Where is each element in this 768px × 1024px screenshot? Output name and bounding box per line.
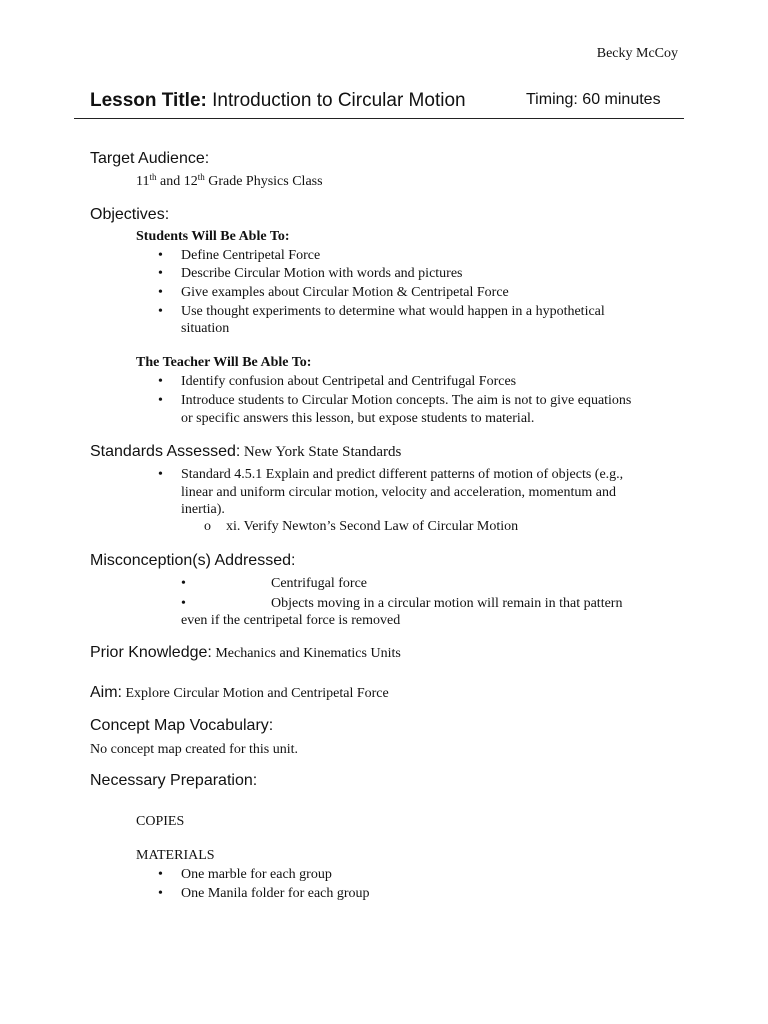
list-item: Identify confusion about Centripetal and Centrifugal Forces — [181, 374, 517, 389]
list-item: Objects moving in a circular motion will remain in that pattern — [271, 596, 623, 611]
objectives-heading: Objectives: — [90, 206, 170, 223]
concept-map-value: No concept map created for this unit. — [90, 742, 298, 757]
bullet: • — [158, 304, 163, 319]
grade-12: and 12 — [156, 174, 198, 189]
misconceptions-heading: Misconception(s) Addressed: — [90, 552, 296, 569]
list-item: One Manila folder for each group — [181, 886, 370, 901]
bullet: • — [158, 867, 163, 882]
list-item: One marble for each group — [181, 867, 332, 882]
standards-heading: Standards Assessed: — [90, 443, 241, 460]
aim-heading: Aim: — [90, 684, 122, 701]
list-item-continuation: situation — [181, 321, 230, 336]
bullet: • — [158, 467, 163, 482]
copies-label: COPIES — [136, 814, 185, 829]
lesson-title: Introduction to Circular Motion — [212, 90, 466, 111]
preparation-heading: Necessary Preparation: — [90, 772, 258, 789]
list-item: Centrifugal force — [271, 576, 368, 591]
materials-label: MATERIALS — [136, 848, 215, 863]
bullet: • — [158, 266, 163, 281]
sub-bullet: o — [204, 519, 211, 534]
audience-tail: Grade Physics Class — [204, 174, 323, 189]
list-item: Give examples about Circular Motion & Centripetal Force — [181, 285, 509, 300]
list-item-continuation: even if the centripetal force is removed — [181, 613, 401, 628]
prior-knowledge-heading: Prior Knowledge: — [90, 644, 212, 661]
lesson-title-label: Lesson Title: — [90, 90, 207, 111]
bullet: • — [158, 393, 163, 408]
bullet: • — [181, 596, 186, 611]
header-divider — [74, 118, 684, 119]
sub-list-item: xi. Verify Newton’s Second Law of Circular Motion — [226, 519, 519, 534]
list-item-continuation: or specific answers this lesson, but expose students to material. — [181, 411, 535, 426]
target-audience-value — [136, 173, 323, 190]
bullet: • — [158, 248, 163, 263]
standards-line — [90, 443, 401, 461]
grade-11: 11 — [136, 174, 150, 189]
bullet: • — [181, 576, 186, 591]
prior-knowledge-value: Mechanics and Kinematics Units — [215, 646, 401, 661]
aim-value: Explore Circular Motion and Centripetal Force — [125, 686, 389, 701]
grade-12-sup: th — [197, 172, 205, 182]
lesson-title-line — [90, 90, 466, 112]
concept-map-heading: Concept Map Vocabulary: — [90, 717, 274, 734]
bullet: • — [158, 285, 163, 300]
students-heading: Students Will Be Able To: — [136, 229, 290, 244]
teacher-heading: The Teacher Will Be Able To: — [136, 355, 312, 370]
standards-value: New York State Standards — [243, 444, 402, 460]
list-item: Describe Circular Motion with words and pictures — [181, 266, 463, 281]
grade-11-sup: th — [149, 172, 157, 182]
list-item: Define Centripetal Force — [181, 248, 321, 263]
list-item: Introduce students to Circular Motion concepts. The aim is not to give equations — [181, 393, 632, 408]
list-item-continuation: linear and uniform circular motion, velocity and acceleration, momentum and — [181, 485, 617, 500]
bullet: • — [158, 886, 163, 901]
timing: Timing: 60 minutes — [526, 91, 661, 108]
author-name: Becky McCoy — [596, 46, 678, 61]
list-item: Standard 4.5.1 Explain and predict different patterns of motion of objects (e.g., — [181, 467, 624, 482]
bullet: • — [158, 374, 163, 389]
target-audience-heading: Target Audience: — [90, 150, 210, 167]
list-item: Use thought experiments to determine what would happen in a hypothetical — [181, 304, 605, 319]
aim-line — [90, 684, 389, 702]
list-item-continuation: inertia). — [181, 502, 225, 517]
prior-knowledge-line — [90, 644, 401, 662]
